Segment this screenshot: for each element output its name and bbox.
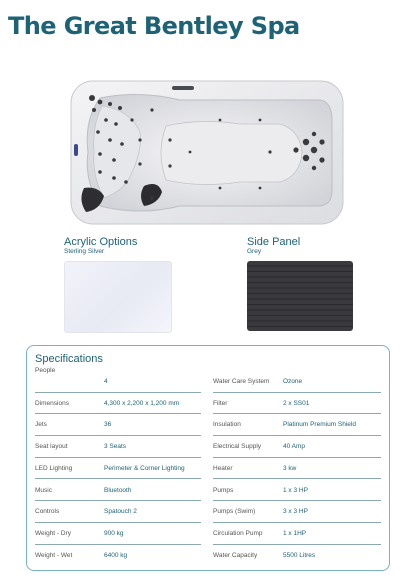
spec-label: Electrical Supply — [213, 443, 262, 451]
spec-value: 6400 kg — [104, 551, 128, 559]
spa-jet — [303, 139, 309, 145]
spec-row-dimensions — [35, 393, 201, 415]
side-panel-swatch — [247, 261, 353, 331]
page-title: The Great Bentley Spa — [8, 12, 300, 40]
spa-jet — [293, 147, 298, 152]
spec-value: 4 — [104, 378, 108, 385]
spa-jet — [98, 170, 102, 174]
spec-value: Spatouch 2 — [104, 508, 137, 516]
spa-jet — [319, 139, 324, 144]
spec-label: Water Care System — [213, 378, 270, 385]
spec-label: Controls — [35, 508, 60, 516]
spec-label-people: People — [35, 367, 56, 374]
spec-label: Weight - Wet — [35, 551, 73, 559]
spec-row-controls — [35, 501, 201, 523]
side-panel-subtitle: Grey — [247, 248, 262, 255]
spec-row-seat-layout — [35, 436, 201, 458]
spa-jet — [150, 108, 153, 111]
spec-label: Pumps — [213, 486, 234, 494]
spa-jet — [118, 106, 122, 110]
spa-jet — [98, 100, 103, 105]
spa-jet — [219, 187, 222, 190]
spa-jet — [108, 138, 112, 142]
spec-value: 1 x 3 HP — [283, 486, 308, 494]
acrylic-swatch — [64, 261, 172, 333]
swim-spa-top-view-image — [70, 80, 344, 225]
spec-row-weight-wet — [35, 545, 201, 567]
spa-jet — [112, 158, 116, 162]
spa-jet — [112, 176, 116, 180]
spec-label: Dimensions — [35, 399, 69, 407]
spa-jet — [89, 95, 95, 101]
spec-label: Insulation — [213, 421, 241, 429]
spec-row-electrical-supply — [213, 436, 381, 458]
spa-jet — [319, 157, 324, 162]
spec-value: Bluetooth — [104, 486, 132, 494]
spa-jet — [259, 119, 262, 122]
spa-jet — [130, 118, 133, 121]
spec-row-people — [35, 371, 201, 393]
spa-jet — [124, 180, 128, 184]
spec-row-circulation-pump — [213, 523, 381, 545]
spec-label: Pumps (Swim) — [213, 508, 256, 516]
side-panel-title: Side Panel — [247, 236, 301, 248]
spa-jet — [219, 119, 222, 122]
spec-value: 4,300 x 2,200 x 1,200 mm — [104, 399, 180, 407]
spec-row-led-lighting — [35, 458, 201, 480]
spa-jet — [138, 138, 141, 141]
spa-jet — [92, 108, 96, 112]
spa-jet — [138, 162, 141, 165]
spec-row-pumps — [213, 480, 381, 502]
spec-label: LED Lighting — [35, 464, 73, 472]
spec-row-insulation — [213, 414, 381, 436]
spec-value: 1 x 1HP — [283, 529, 307, 537]
spec-row-pumps-swim — [213, 501, 381, 523]
spa-jet — [303, 155, 309, 161]
spa-jet — [168, 138, 171, 141]
spa-jet — [189, 151, 192, 154]
spa-jet — [311, 147, 317, 153]
spa-jet — [96, 130, 100, 134]
spec-value: 40 Amp — [283, 443, 306, 451]
spa-jet — [104, 118, 108, 122]
spec-row-heater — [213, 458, 381, 480]
spec-label: Music — [35, 486, 52, 494]
spa-jet — [98, 152, 102, 156]
spa-jet — [150, 196, 153, 199]
spa-jet — [108, 102, 112, 106]
spec-label: Heater — [213, 464, 233, 472]
spec-value: Perimeter & Corner Lighting — [104, 464, 185, 472]
spec-value: 36 — [104, 421, 112, 429]
spa-jet — [268, 150, 271, 153]
specifications-panel — [26, 345, 390, 571]
spec-label: Seat layout — [35, 443, 68, 451]
spec-row-weight-dry — [35, 523, 201, 545]
spec-row-water-care — [213, 371, 381, 393]
acrylic-options-title: Acrylic Options — [64, 236, 138, 248]
specifications-title: Specifications — [35, 353, 103, 365]
spec-value: 900 kg — [104, 529, 124, 537]
spec-value: 3 kw — [283, 464, 297, 472]
spec-label: Jets — [35, 421, 47, 429]
spec-row-music — [35, 480, 201, 502]
spec-label: Weight - Dry — [35, 529, 71, 537]
spec-label: Circulation Pump — [213, 529, 263, 537]
spa-jet — [312, 132, 316, 136]
spec-value: Platinum Premium Shield — [283, 421, 356, 429]
spec-value: 3 x 3 HP — [283, 508, 308, 516]
side-panel-options — [247, 236, 300, 256]
spec-row-filter — [213, 393, 381, 415]
spec-value: 3 Seats — [104, 443, 127, 451]
spa-jet — [259, 187, 262, 190]
spec-value: Ozone — [283, 378, 303, 385]
spa-jet — [114, 122, 118, 126]
spa-jet — [312, 166, 316, 170]
spec-row-jets — [35, 414, 201, 436]
spec-row-water-capacity — [213, 545, 381, 567]
spa-jet — [168, 164, 171, 167]
spec-value: 5500 Litres — [283, 551, 316, 559]
acrylic-options-subtitle: Sterling Silver — [64, 248, 105, 255]
spa-jet — [120, 142, 124, 146]
spec-label: Water Capacity — [213, 551, 258, 559]
acrylic-options — [64, 236, 137, 256]
spec-value: 2 x SS01 — [283, 399, 310, 407]
spec-label: Filter — [213, 399, 228, 407]
